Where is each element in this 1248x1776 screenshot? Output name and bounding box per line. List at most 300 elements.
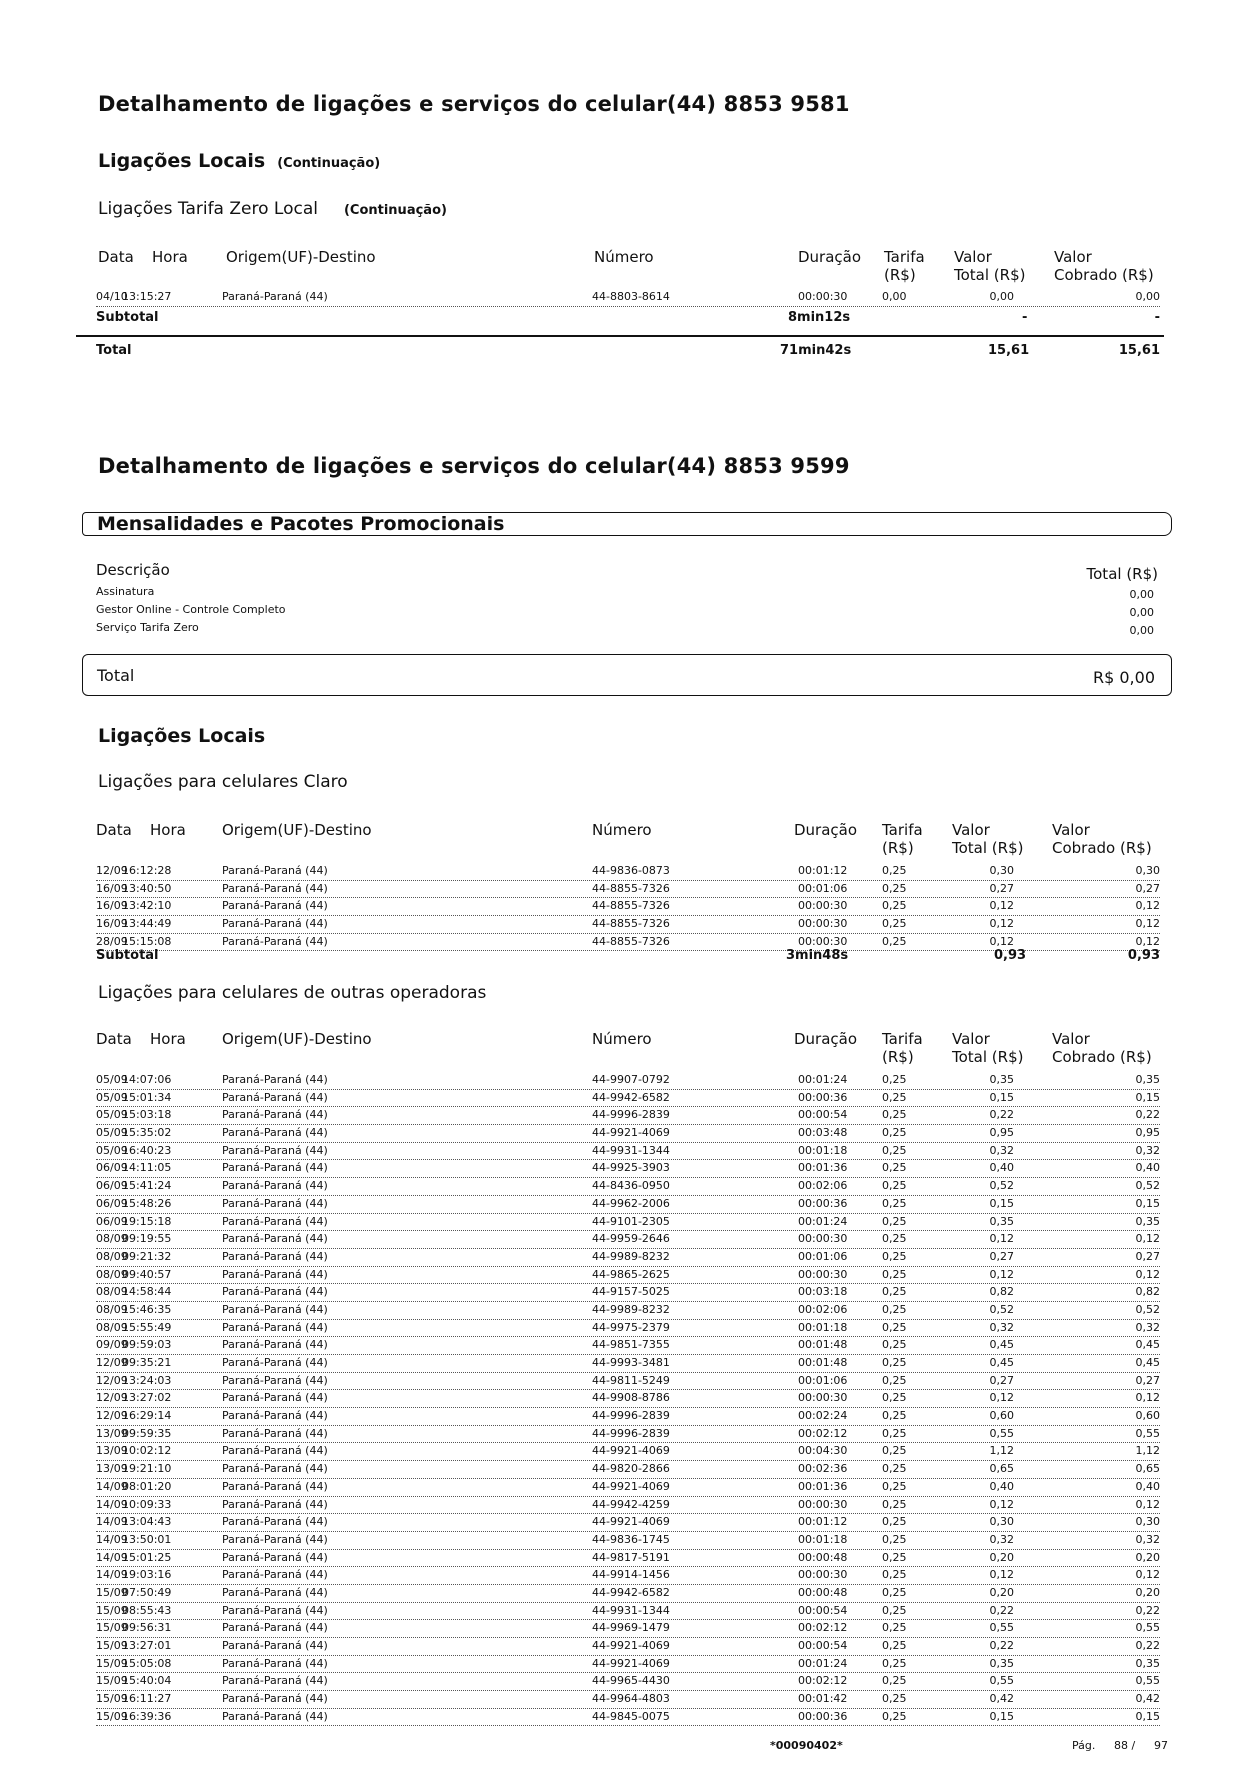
cell-tarifa: 0,25 (882, 1302, 907, 1316)
cell-duracao: 00:00:30 (798, 917, 848, 931)
cell-duracao: 00:00:54 (798, 1108, 848, 1122)
table-row (96, 289, 1160, 307)
cell-numero: 44-9817-5191 (592, 1550, 670, 1564)
cell-numero: 44-9157-5025 (592, 1285, 670, 1299)
cell-data: 15/09 (96, 1692, 128, 1706)
cell-valor: 0,12 (989, 1568, 1014, 1582)
table-row (96, 1178, 1160, 1196)
desc-total-label: Total (R$) (1086, 565, 1158, 583)
cell-numero: 44-9969-1479 (592, 1621, 670, 1635)
cell-cobrado: 0,20 (1135, 1550, 1160, 1564)
cell-hora: 14:07:06 (122, 1073, 172, 1086)
cell-tarifa: 0,25 (882, 1497, 907, 1511)
cell-numero: 44-9962-2006 (592, 1196, 670, 1210)
col-cobrado: Valor Cobrado (R$) (1052, 821, 1152, 857)
cell-numero: 44-9996-2839 (592, 1426, 670, 1440)
cell-cobrado: 0,12 (1135, 1267, 1160, 1281)
cell-tarifa: 0,00 (882, 290, 907, 303)
cell-data: 08/09 (96, 1302, 128, 1316)
cell-cobrado: 0,35 (1135, 1656, 1160, 1670)
col-hora: Hora (150, 1030, 186, 1048)
cell-tarifa: 0,25 (882, 1621, 907, 1635)
mensalidades-title: Mensalidades e Pacotes Promocionais (97, 513, 505, 535)
cell-numero: 44-9989-8232 (592, 1249, 670, 1263)
desc-item: Gestor Online - Controle Completo (96, 603, 286, 616)
cell-valor: 0,82 (989, 1285, 1014, 1299)
cell-valor: 0,65 (989, 1462, 1014, 1476)
cell-origem: Paraná-Paraná (44) (222, 1073, 328, 1086)
cell-hora: 09:21:32 (122, 1249, 172, 1263)
cell-numero: 44-9907-0792 (592, 1073, 670, 1086)
cell-duracao: 00:01:12 (798, 864, 848, 877)
cell-hora: 13:50:01 (122, 1532, 172, 1546)
cell-tarifa: 0,25 (882, 1550, 907, 1564)
cell-cobrado: 0,65 (1135, 1462, 1160, 1476)
col-cobrado: Valor Cobrado (R$) (1052, 1030, 1152, 1066)
cell-hora: 16:39:36 (122, 1709, 172, 1723)
group-title-claro: Ligações para celulares Claro (98, 772, 348, 792)
cell-data: 15/09 (96, 1674, 128, 1688)
cell-hora: 13:24:03 (122, 1373, 172, 1387)
cell-data: 15/09 (96, 1585, 128, 1599)
cell-tarifa: 0,25 (882, 1692, 907, 1706)
cell-numero: 44-9845-0075 (592, 1709, 670, 1723)
cell-hora: 07:50:49 (122, 1585, 172, 1599)
cell-duracao: 00:02:12 (798, 1426, 848, 1440)
table-row (96, 1302, 1160, 1320)
col-origem: Origem(UF)-Destino (222, 821, 372, 839)
cell-hora: 15:48:26 (122, 1196, 172, 1210)
table-row (96, 1320, 1160, 1338)
cell-numero: 44-9836-0873 (592, 864, 670, 877)
cell-cobrado: 0,22 (1135, 1108, 1160, 1122)
cell-hora: 09:35:21 (122, 1356, 172, 1369)
cell-duracao: 00:04:30 (798, 1444, 848, 1458)
cell-duracao: 00:01:18 (798, 1320, 848, 1334)
cell-data: 13/09 (96, 1444, 128, 1458)
divider (76, 335, 1164, 337)
cell-hora: 16:29:14 (122, 1409, 172, 1423)
cell-valor: 0,12 (989, 1497, 1014, 1511)
cell-numero: 44-9975-2379 (592, 1320, 670, 1334)
cell-duracao: 00:00:48 (798, 1585, 848, 1599)
cell-hora: 10:09:33 (122, 1497, 172, 1511)
cell-valor: 0,55 (989, 1621, 1014, 1635)
table-row (96, 1567, 1160, 1585)
table-row (96, 1143, 1160, 1161)
table-header-outras (96, 1030, 1160, 1076)
desc-item-value: 0,00 (1129, 606, 1154, 619)
cell-numero: 44-9959-2646 (592, 1232, 670, 1246)
cell-hora: 13:27:01 (122, 1639, 172, 1652)
cell-origem: Paraná-Paraná (44) (222, 1479, 328, 1493)
col-numero: Número (592, 1030, 652, 1048)
cell-cobrado: 0,82 (1135, 1285, 1160, 1299)
cell-cobrado: 0,35 (1135, 1073, 1160, 1086)
cell-hora: 19:03:16 (122, 1568, 172, 1582)
page-label: Pág. (1072, 1739, 1096, 1752)
cell-tarifa: 0,25 (882, 1391, 907, 1405)
cell-duracao: 00:03:48 (798, 1126, 848, 1140)
table-row (96, 1673, 1160, 1691)
group-title-tarifa-zero: Ligações Tarifa Zero Local (Continuação) (98, 199, 447, 219)
cell-cobrado: 0,40 (1135, 1479, 1160, 1493)
cell-hora: 09:40:57 (122, 1267, 172, 1281)
cell-duracao: 00:01:24 (798, 1073, 848, 1086)
cell-origem: Paraná-Paraná (44) (222, 1356, 328, 1369)
subtotal-tarifa-zero: Subtotal 8min12s - - (96, 310, 1160, 325)
cell-duracao: 00:00:54 (798, 1603, 848, 1617)
cell-cobrado: 0,22 (1135, 1639, 1160, 1652)
cell-origem: Paraná-Paraná (44) (222, 1302, 328, 1316)
cell-cobrado: 0,20 (1135, 1585, 1160, 1599)
subtitle-ligacoes-locais-2: Ligações Locais (98, 725, 266, 747)
cell-origem: Paraná-Paraná (44) (222, 1179, 328, 1193)
cell-cobrado: 0,52 (1135, 1179, 1160, 1193)
cell-duracao: 00:01:18 (798, 1143, 848, 1157)
cell-origem: Paraná-Paraná (44) (222, 917, 328, 931)
col-tarifa: Tarifa (R$) (882, 821, 923, 857)
cell-origem: Paraná-Paraná (44) (222, 1692, 328, 1706)
table-row (96, 1479, 1160, 1497)
col-data: Data (96, 821, 132, 839)
cell-valor: 0,32 (989, 1320, 1014, 1334)
table-row (96, 1443, 1160, 1461)
cell-tarifa: 0,25 (882, 1338, 907, 1352)
cell-origem: Paraná-Paraná (44) (222, 1444, 328, 1458)
cell-tarifa: 0,25 (882, 1603, 907, 1617)
cell-cobrado: 0,55 (1135, 1426, 1160, 1440)
cell-valor: 0,35 (989, 1073, 1014, 1086)
cell-origem: Paraná-Paraná (44) (222, 864, 328, 877)
cell-valor: 0,22 (989, 1108, 1014, 1122)
table-row (96, 1337, 1160, 1355)
cell-data: 12/09 (96, 1356, 128, 1369)
table-row (96, 1090, 1160, 1108)
cell-valor: 0,30 (989, 864, 1014, 877)
cell-origem: Paraná-Paraná (44) (222, 934, 328, 948)
section-title-9599: Detalhamento de ligações e serviços do celular(44) 8853 9599 (98, 454, 850, 478)
cell-data: 12/09 (96, 864, 128, 877)
cell-tarifa: 0,25 (882, 1479, 907, 1493)
cell-origem: Paraná-Paraná (44) (222, 1674, 328, 1688)
table-row (96, 1709, 1160, 1727)
cell-data: 08/09 (96, 1232, 128, 1246)
table-row (96, 881, 1160, 899)
cell-hora: 15:41:24 (122, 1179, 172, 1193)
cell-duracao: 00:01:24 (798, 1214, 848, 1228)
table-rows-outras (96, 1072, 1160, 1726)
cell-duracao: 00:02:12 (798, 1621, 848, 1635)
cell-tarifa: 0,25 (882, 1267, 907, 1281)
table-header-claro (96, 821, 1160, 867)
cell-cobrado: 0,32 (1135, 1320, 1160, 1334)
cell-cobrado: 0,60 (1135, 1409, 1160, 1423)
cell-tarifa: 0,25 (882, 1320, 907, 1334)
col-duracao: Duração (794, 821, 858, 839)
col-duracao: Duração (794, 1030, 858, 1048)
cell-data: 09/09 (96, 1338, 128, 1352)
cell-numero: 44-9921-4069 (592, 1656, 670, 1670)
cell-valor: 0,55 (989, 1426, 1014, 1440)
cell-hora: 15:15:08 (122, 934, 172, 948)
cell-valor: 0,15 (989, 1709, 1014, 1723)
cell-valor: 0,00 (989, 290, 1014, 303)
col-valor: Valor Total (R$) (954, 248, 1026, 284)
group-title-outras: Ligações para celulares de outras operadoras (98, 983, 487, 1003)
cell-cobrado: 0,15 (1135, 1196, 1160, 1210)
cell-tarifa: 0,25 (882, 934, 907, 948)
cell-tarifa: 0,25 (882, 1656, 907, 1670)
cell-hora: 16:12:28 (122, 864, 172, 877)
table-row (96, 863, 1160, 881)
cell-cobrado: 0,27 (1135, 1249, 1160, 1263)
cell-duracao: 00:00:30 (798, 1267, 848, 1281)
cell-numero: 44-8855-7326 (592, 899, 670, 913)
cell-tarifa: 0,25 (882, 1108, 907, 1122)
cell-duracao: 00:01:24 (798, 1656, 848, 1670)
cell-tarifa: 0,25 (882, 1532, 907, 1546)
cell-hora: 16:40:23 (122, 1143, 172, 1157)
cell-cobrado: 0,40 (1135, 1161, 1160, 1175)
cell-origem: Paraná-Paraná (44) (222, 1232, 328, 1246)
cell-duracao: 00:01:42 (798, 1692, 848, 1706)
cell-tarifa: 0,25 (882, 1674, 907, 1688)
cell-hora: 13:42:10 (122, 899, 172, 913)
cell-hora: 13:04:43 (122, 1515, 172, 1529)
cell-data: 13/09 (96, 1462, 128, 1476)
cell-tarifa: 0,25 (882, 1161, 907, 1175)
cell-data: 05/09 (96, 1143, 128, 1157)
cell-valor: 0,22 (989, 1639, 1014, 1652)
cell-valor: 0,32 (989, 1532, 1014, 1546)
cell-tarifa: 0,25 (882, 899, 907, 913)
cell-numero: 44-9942-6582 (592, 1585, 670, 1599)
cell-numero: 44-9836-1745 (592, 1532, 670, 1546)
cell-numero: 44-9965-4430 (592, 1674, 670, 1688)
table-row (96, 916, 1160, 934)
cell-numero: 44-9851-7355 (592, 1338, 670, 1352)
cell-hora: 08:55:43 (122, 1603, 172, 1617)
cell-cobrado: 0,32 (1135, 1143, 1160, 1157)
cell-valor: 0,40 (989, 1479, 1014, 1493)
cell-tarifa: 0,25 (882, 1462, 907, 1476)
cell-data: 05/09 (96, 1126, 128, 1140)
cell-tarifa: 0,25 (882, 1232, 907, 1246)
cell-tarifa: 0,25 (882, 1568, 907, 1582)
cell-valor: 0,27 (989, 881, 1014, 895)
cell-cobrado: 0,15 (1135, 1090, 1160, 1104)
total-value: R$ 0,00 (1092, 668, 1155, 687)
total-box (82, 654, 1172, 696)
cell-tarifa: 0,25 (882, 1126, 907, 1140)
cell-duracao: 00:00:48 (798, 1550, 848, 1564)
table-row (96, 1214, 1160, 1232)
cell-origem: Paraná-Paraná (44) (222, 1196, 328, 1210)
cell-data: 28/09 (96, 934, 128, 948)
cell-origem: Paraná-Paraná (44) (222, 1639, 328, 1652)
cell-hora: 09:59:35 (122, 1426, 172, 1440)
cell-valor: 0,45 (989, 1338, 1014, 1352)
cell-numero: 44-9914-1456 (592, 1568, 670, 1582)
cell-duracao: 00:02:24 (798, 1409, 848, 1423)
cell-origem: Paraná-Paraná (44) (222, 1090, 328, 1104)
section-title-9581: Detalhamento de ligações e serviços do celular(44) 8853 9581 (98, 92, 850, 116)
cell-valor: 0,12 (989, 1391, 1014, 1405)
cell-hora: 15:46:35 (122, 1302, 172, 1316)
cell-data: 08/09 (96, 1267, 128, 1281)
table-row (96, 1497, 1160, 1515)
cell-numero: 44-9921-4069 (592, 1639, 670, 1652)
cell-hora: 13:27:02 (122, 1391, 172, 1405)
cell-duracao: 00:01:36 (798, 1479, 848, 1493)
cell-numero: 44-9908-8786 (592, 1391, 670, 1405)
cell-origem: Paraná-Paraná (44) (222, 899, 328, 913)
cell-duracao: 00:02:36 (798, 1462, 848, 1476)
cell-cobrado: 0,27 (1135, 1373, 1160, 1387)
cell-tarifa: 0,25 (882, 1249, 907, 1263)
cell-valor: 0,32 (989, 1143, 1014, 1157)
cell-duracao: 00:00:30 (798, 1568, 848, 1582)
cell-tarifa: 0,25 (882, 1196, 907, 1210)
desc-item-value: 0,00 (1129, 588, 1154, 601)
cell-origem: Paraná-Paraná (44) (222, 1391, 328, 1405)
cell-numero: 44-8436-0950 (592, 1179, 670, 1193)
table-row (96, 1249, 1160, 1267)
cell-valor: 0,12 (989, 899, 1014, 913)
cell-cobrado: 0,22 (1135, 1603, 1160, 1617)
cell-tarifa: 0,25 (882, 1090, 907, 1104)
cell-data: 12/09 (96, 1373, 128, 1387)
cell-data: 14/09 (96, 1515, 128, 1529)
cell-origem: Paraná-Paraná (44) (222, 1214, 328, 1228)
cell-valor: 0,15 (989, 1090, 1014, 1104)
cell-hora: 15:55:49 (122, 1320, 172, 1334)
cell-cobrado: 0,42 (1135, 1692, 1160, 1706)
cell-hora: 09:56:31 (122, 1621, 172, 1635)
cell-cobrado: 0,12 (1135, 1391, 1160, 1405)
cell-cobrado: 0,45 (1135, 1356, 1160, 1369)
cell-tarifa: 0,25 (882, 1373, 907, 1387)
col-data: Data (98, 248, 134, 266)
cell-origem: Paraná-Paraná (44) (222, 1126, 328, 1140)
cell-tarifa: 0,25 (882, 1143, 907, 1157)
desc-label: Descrição (96, 561, 170, 579)
cell-numero: 44-8855-7326 (592, 917, 670, 931)
cell-origem: Paraná-Paraná (44) (222, 290, 328, 303)
barcode-number: *00090402* (770, 1739, 843, 1752)
cell-valor: 0,22 (989, 1603, 1014, 1617)
cell-origem: Paraná-Paraná (44) (222, 1426, 328, 1440)
cell-data: 04/10 (96, 290, 128, 303)
cell-numero: 44-8855-7326 (592, 934, 670, 948)
cell-origem: Paraná-Paraná (44) (222, 1320, 328, 1334)
total-label: Total (97, 666, 135, 685)
table-row (96, 1231, 1160, 1249)
col-numero: Número (594, 248, 654, 266)
cell-duracao: 00:01:06 (798, 1373, 848, 1387)
table-row (96, 1125, 1160, 1143)
table-row (96, 1638, 1160, 1656)
table-row (96, 1585, 1160, 1603)
table-rows-tarifa-zero (96, 289, 1160, 307)
cell-cobrado: 0,12 (1135, 1568, 1160, 1582)
cell-cobrado: 0,35 (1135, 1214, 1160, 1228)
cell-numero: 44-9865-2625 (592, 1267, 670, 1281)
cell-cobrado: 0,95 (1135, 1126, 1160, 1140)
cell-valor: 0,42 (989, 1692, 1014, 1706)
cell-numero: 44-9811-5249 (592, 1373, 670, 1387)
cell-hora: 15:35:02 (122, 1126, 172, 1140)
cell-origem: Paraná-Paraná (44) (222, 1108, 328, 1122)
subtitle-ligacoes-locais: Ligações Locais (Continuação) (98, 150, 381, 172)
cell-data: 14/09 (96, 1568, 128, 1582)
col-data: Data (96, 1030, 132, 1048)
cell-duracao: 00:00:36 (798, 1709, 848, 1723)
table-row (96, 1284, 1160, 1302)
cell-hora: 15:01:34 (122, 1090, 172, 1104)
cell-hora: 13:15:27 (122, 290, 172, 303)
col-hora: Hora (150, 821, 186, 839)
mensalidades-box (82, 512, 1172, 536)
cell-origem: Paraná-Paraná (44) (222, 1656, 328, 1670)
table-row (96, 1267, 1160, 1285)
cell-hora: 15:05:08 (122, 1656, 172, 1670)
cell-hora: 19:15:18 (122, 1214, 172, 1228)
total-9581: Total 71min42s 15,61 15,61 (96, 343, 1160, 358)
table-row (96, 1072, 1160, 1090)
table-row (96, 1426, 1160, 1444)
col-tarifa: Tarifa (R$) (882, 1030, 923, 1066)
cell-tarifa: 0,25 (882, 1356, 907, 1369)
cell-tarifa: 0,25 (882, 1214, 907, 1228)
cell-data: 14/09 (96, 1550, 128, 1564)
table-row (96, 1620, 1160, 1638)
cell-data: 16/09 (96, 917, 128, 931)
cell-duracao: 00:00:30 (798, 899, 848, 913)
cell-valor: 0,35 (989, 1656, 1014, 1670)
cell-valor: 1,12 (989, 1444, 1014, 1458)
cell-duracao: 00:00:30 (798, 290, 848, 303)
cell-duracao: 00:01:48 (798, 1338, 848, 1352)
table-row (96, 1196, 1160, 1214)
cell-valor: 0,52 (989, 1302, 1014, 1316)
cell-origem: Paraná-Paraná (44) (222, 1515, 328, 1529)
cell-data: 08/09 (96, 1249, 128, 1263)
cell-origem: Paraná-Paraná (44) (222, 1409, 328, 1423)
cell-numero: 44-9820-2866 (592, 1462, 670, 1476)
cell-data: 06/09 (96, 1196, 128, 1210)
cell-cobrado: 0,32 (1135, 1532, 1160, 1546)
cell-duracao: 00:00:30 (798, 1391, 848, 1405)
cell-cobrado: 0,30 (1135, 864, 1160, 877)
cell-hora: 14:11:05 (122, 1161, 172, 1175)
cell-data: 05/09 (96, 1108, 128, 1122)
cell-cobrado: 0,30 (1135, 1515, 1160, 1529)
cell-tarifa: 0,25 (882, 917, 907, 931)
col-valor: Valor Total (R$) (952, 821, 1024, 857)
cell-tarifa: 0,25 (882, 881, 907, 895)
cell-origem: Paraná-Paraná (44) (222, 1373, 328, 1387)
cell-duracao: 00:02:12 (798, 1674, 848, 1688)
cell-cobrado: 0,12 (1135, 934, 1160, 948)
cell-valor: 0,20 (989, 1585, 1014, 1599)
cell-valor: 0,12 (989, 1232, 1014, 1246)
col-origem: Origem(UF)-Destino (226, 248, 376, 266)
table-row (96, 1107, 1160, 1125)
cell-cobrado: 0,12 (1135, 917, 1160, 931)
table-row (96, 1550, 1160, 1568)
